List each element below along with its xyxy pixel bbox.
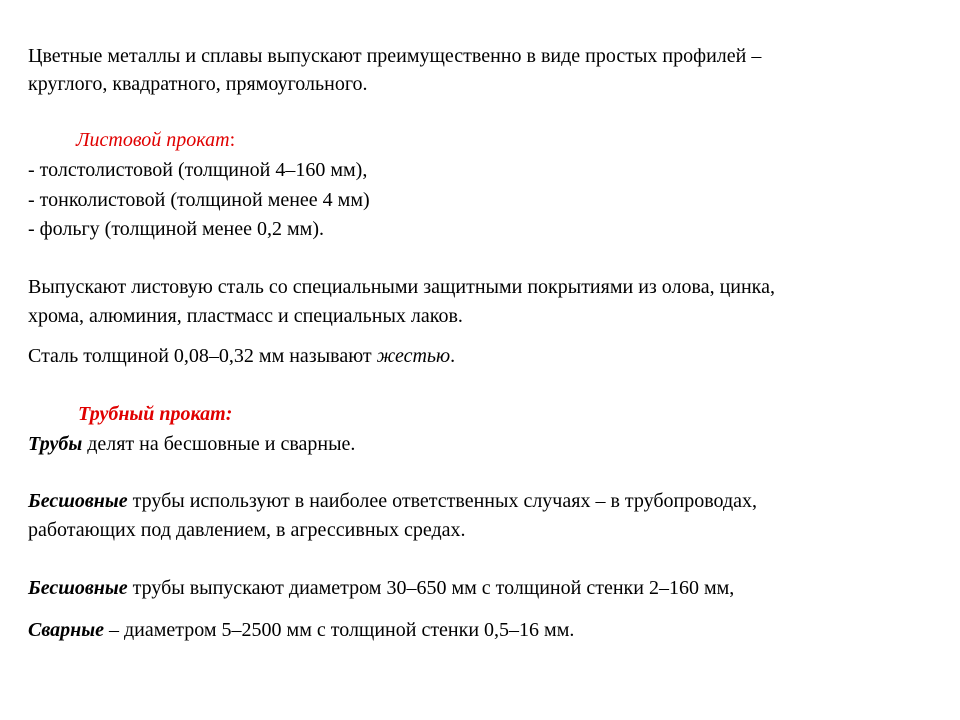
sheet-item-thick: - толстолистовой (толщиной 4–160 мм),	[28, 159, 368, 181]
sheet-heading-text: Листовой прокат	[76, 129, 230, 151]
sheet-item-foil: - фольгу (толщиной менее 0,2 мм).	[28, 218, 324, 240]
pipes-heading	[78, 402, 232, 426]
sheet-heading	[76, 128, 235, 152]
seamless-use-line-2: работающих под давлением, в агрессивных средах.	[28, 519, 466, 541]
seamless-use-term: Бесшовные	[28, 490, 128, 512]
sheet-item-thin: - тонколистовой (толщиной менее 4 мм)	[28, 189, 370, 211]
seamless-dims	[28, 576, 734, 600]
intro-line-2: круглого, квадратного, прямоугольного.	[28, 73, 368, 95]
pipes-types	[28, 432, 355, 456]
seamless-use-text: трубы используют в наиболее ответственных случаях – в трубопроводах,	[127, 490, 758, 512]
pipes-heading-text: Трубный прокат:	[78, 403, 233, 425]
welded-term: Сварные	[28, 619, 104, 641]
seamless-dims-text: трубы выпускают диаметром 30–650 мм с толщиной стенки 2–160 мм,	[127, 577, 735, 599]
tin-sentence	[28, 344, 455, 368]
welded-dims	[28, 618, 574, 642]
welded-text: – диаметром 5–2500 мм с толщиной стенки 0,5–16 мм.	[104, 619, 575, 641]
pipes-types-text: делят на бесшовные и сварные.	[82, 433, 356, 455]
intro-line-1: Цветные металлы и сплавы выпускают преимущественно в виде простых профилей –	[28, 45, 762, 67]
coated-line-1: Выпускают листовую сталь со специальными защитными покрытиями из олова, цинка,	[28, 276, 775, 298]
seamless-dims-term: Бесшовные	[28, 577, 128, 599]
sheet-heading-colon: :	[229, 129, 236, 151]
seamless-use-line-1	[28, 489, 757, 513]
tin-term: жестью	[376, 345, 451, 367]
tin-suffix: .	[450, 345, 456, 367]
tin-prefix: Сталь толщиной 0,08–0,32 мм называют	[28, 345, 377, 367]
pipes-types-term: Трубы	[28, 433, 83, 455]
coated-line-2: хрома, алюминия, пластмасс и специальных лаков.	[28, 305, 463, 327]
